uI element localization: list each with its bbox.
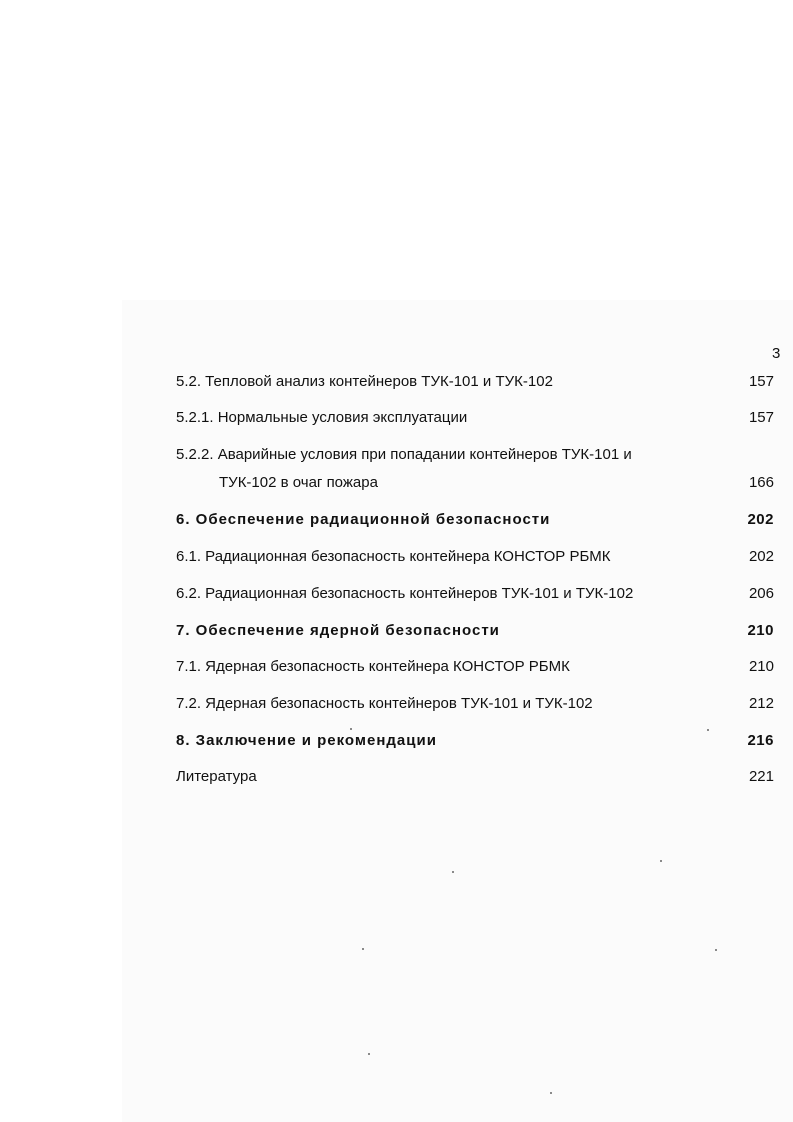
toc-entry-page: 202 <box>747 511 774 528</box>
toc-entry-page: 216 <box>747 732 774 749</box>
scan-speck <box>715 949 717 951</box>
toc-entry-title: 7.2. Ядерная безопасность контейнеров ТУК-101 и ТУК-102 <box>176 695 593 712</box>
scan-speck <box>362 948 364 950</box>
toc-entry-page: 221 <box>748 768 774 785</box>
toc-entry-title: 7.1. Ядерная безопасность контейнера КОНСТОР РБМК <box>176 658 570 675</box>
scan-speck <box>550 1092 552 1094</box>
toc-entry-title: 5.2. Тепловой анализ контейнеров ТУК-101 и ТУК-102 <box>176 373 553 390</box>
toc-entry-page: 202 <box>748 548 774 565</box>
scan-speck <box>452 871 454 873</box>
toc-entry-page: 166 <box>748 474 774 491</box>
toc-entry-title: 5.2.1. Нормальные условия эксплуатации <box>176 409 468 426</box>
toc-entry-title: 6. Обеспечение радиационной безопасности <box>176 511 551 528</box>
toc-entry-title: 7. Обеспечение ядерной безопасности <box>176 622 500 639</box>
toc-entry-page: 206 <box>748 585 774 602</box>
toc-entry-title-continuation: ТУК-102 в очаг пожара <box>219 474 378 491</box>
toc-entry-title: Литература <box>176 768 257 785</box>
scan-speck <box>707 729 709 731</box>
toc-entry-page: 212 <box>748 695 774 712</box>
scan-speck <box>368 1053 370 1055</box>
scan-speck <box>660 860 662 862</box>
toc-entry-page: 157 <box>748 373 774 390</box>
toc-entry-title: 8. Заключение и рекомендации <box>176 732 437 749</box>
toc-entry-title: 6.2. Радиационная безопасность контейнеров ТУК-101 и ТУК-102 <box>176 585 634 602</box>
toc-entry-title: 6.1. Радиационная безопасность контейнера КОНСТОР РБМК <box>176 548 611 565</box>
toc-entry-page: 157 <box>748 409 774 426</box>
toc-entry-page: 210 <box>748 658 774 675</box>
page-number: 3 <box>772 345 781 362</box>
toc-entry-title: 5.2.2. Аварийные условия при попадании контейнеров ТУК-101 и <box>176 446 632 463</box>
toc-entry-page: 210 <box>747 622 774 639</box>
scan-speck <box>350 728 352 730</box>
